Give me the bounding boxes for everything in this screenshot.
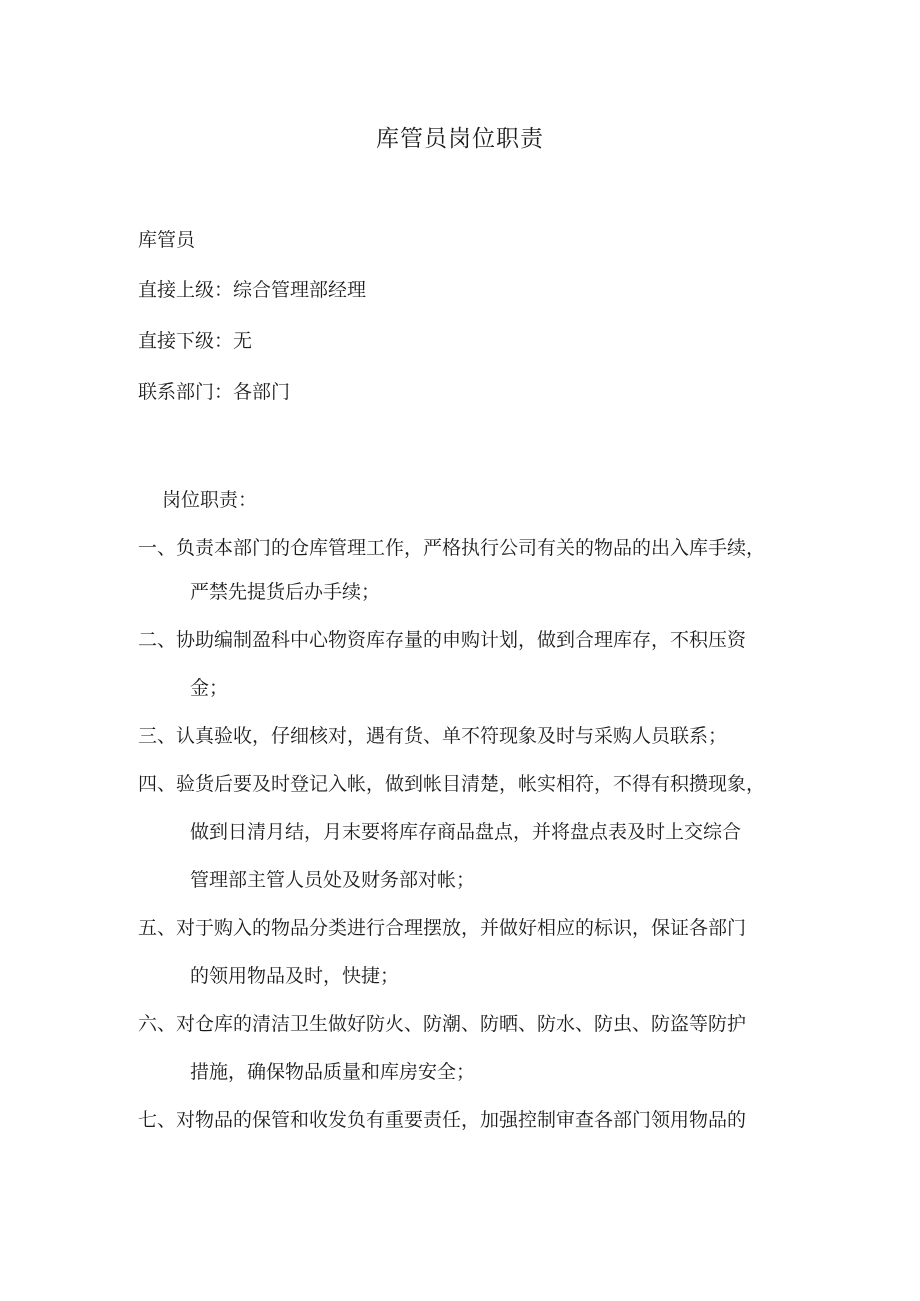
duty-5-line-2: 的领用物品及时，快捷； [190, 965, 400, 987]
direct-subordinate: 直接下级：无 [138, 330, 253, 352]
position-name: 库管员 [138, 229, 196, 251]
direct-superior: 直接上级：综合管理部经理 [138, 279, 367, 301]
duty-4-line-3: 管理部主管人员处及财务部对帐； [190, 869, 476, 891]
duty-1-line-2: 严禁先提货后办手续； [190, 581, 381, 603]
duty-4-line-1: 四、验货后要及时登记入帐，做到帐目清楚，帐实相符，不得有积攒现象， [138, 773, 766, 795]
duty-4-line-2: 做到日清月结，月末要将库存商品盘点，并将盘点表及时上交综合 [190, 821, 742, 843]
duty-6-line-2: 措施，确保物品质量和库房安全； [190, 1061, 476, 1083]
contact-departments: 联系部门：各部门 [138, 381, 291, 403]
duty-5-line-1: 五、对于购入的物品分类进行合理摆放，并做好相应的标识，保证各部门 [138, 917, 747, 939]
duties-heading: 岗位职责： [162, 489, 258, 511]
duty-7-line-1: 七、对物品的保管和收发负有重要责任，加强控制审查各部门领用物品的 [138, 1109, 747, 1131]
duty-6-line-1: 六、对仓库的清洁卫生做好防火、防潮、防晒、防水、防虫、防盗等防护 [138, 1013, 747, 1035]
duty-1-line-1: 一、负责本部门的仓库管理工作，严格执行公司有关的物品的出入库手续， [138, 537, 766, 559]
document-title: 库管员岗位职责 [376, 126, 544, 152]
duty-2-line-1: 二、协助编制盈科中心物资库存量的申购计划，做到合理库存，不积压资 [138, 629, 747, 651]
duty-3-line-1: 三、认真验收，仔细核对，遇有货、单不符现象及时与采购人员联系； [138, 725, 728, 747]
duty-2-line-2: 金； [190, 677, 229, 699]
